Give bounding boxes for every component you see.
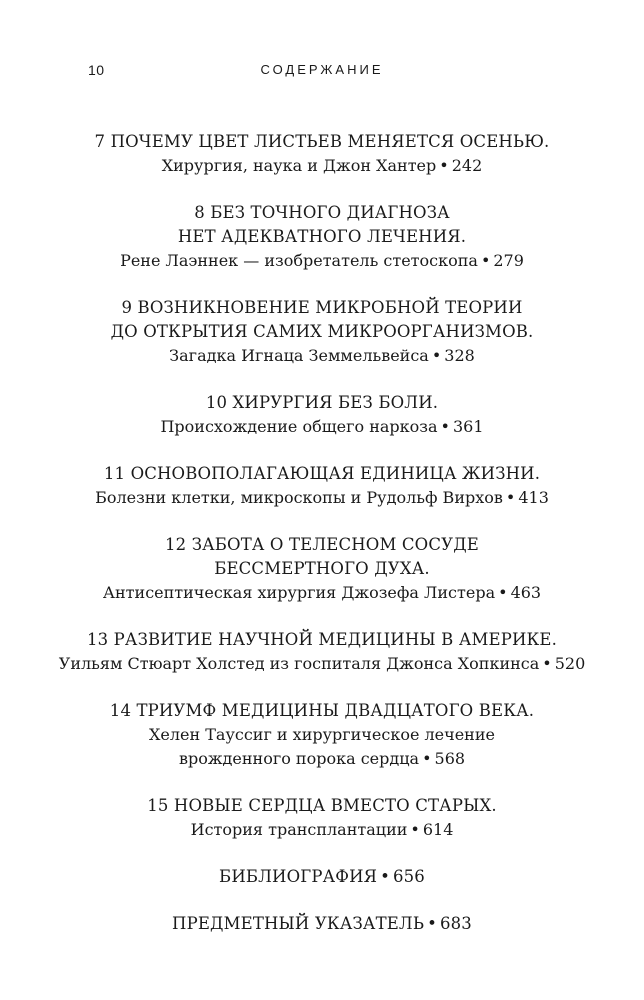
toc-entry-title: 9 ВОЗНИКНОВЕНИЕ МИКРОБНОЙ ТЕОРИИ — [121, 298, 523, 317]
toc-entry-title: 12 ЗАБОТА О ТЕЛЕСНОМ СОСУДЕ — [165, 535, 479, 554]
toc-entry-title-text: БИБЛИОГРАФИЯ — [219, 867, 378, 886]
toc-entry-subtitle — [0, 581, 644, 605]
bullet-separator: • — [480, 251, 491, 270]
toc-entry-title: БЕССМЕРТНОГО ДУХА. — [214, 559, 430, 578]
table-of-contents — [0, 130, 644, 959]
toc-entry-title-text: ПРЕДМЕТНЫЙ УКАЗАТЕЛЬ — [172, 914, 425, 933]
toc-entry-subtitle — [0, 747, 644, 771]
toc-entry-11 — [0, 462, 644, 510]
toc-entry-page: 568 — [434, 749, 466, 768]
bullet-separator: • — [542, 654, 552, 673]
toc-entry-page: 520 — [554, 654, 586, 673]
toc-entry-subtitle — [0, 249, 644, 273]
toc-entry-subtitle-text: Рене Лаэннек — изобретатель стетоскопа — [120, 251, 478, 270]
toc-entry-title: 13 РАЗВИТИЕ НАУЧНОЙ МЕДИЦИНЫ В АМЕРИКЕ. — [86, 630, 558, 649]
toc-entry-title: 11 ОСНОВОПОЛАГАЮЩАЯ ЕДИНИЦА ЖИЗНИ. — [103, 464, 541, 483]
bullet-separator: • — [431, 346, 442, 365]
toc-entry-title: 10 ХИРУРГИЯ БЕЗ БОЛИ. — [205, 393, 439, 412]
toc-entry-14 — [0, 699, 644, 771]
toc-entry-bibliography — [0, 865, 644, 889]
toc-entry-title: НЕТ АДЕКВАТНОГО ЛЕЧЕНИЯ. — [177, 227, 467, 246]
bullet-separator: • — [440, 417, 450, 436]
toc-entry-subtitle — [0, 652, 644, 676]
toc-entry-subtitle-text: Происхождение общего наркоза — [160, 417, 438, 436]
running-head: СОДЕРЖАНИЕ — [260, 62, 384, 77]
toc-entry-subtitle — [0, 344, 644, 368]
toc-entry-page: 242 — [451, 156, 483, 175]
toc-entry-subtitle — [0, 486, 644, 510]
toc-entry-title — [0, 912, 644, 936]
toc-entry-title: 15 НОВЫЕ СЕРДЦА ВМЕСТО СТАРЫХ. — [147, 796, 497, 815]
toc-entry-title: 7 ПОЧЕМУ ЦВЕТ ЛИСТЬЕВ МЕНЯЕТСЯ ОСЕНЬЮ. — [94, 132, 550, 151]
toc-entry-10 — [0, 391, 644, 439]
toc-entry-12 — [0, 533, 644, 605]
toc-entry-subtitle-text: Хелен Тауссиг и хирургическое лечение — [149, 725, 495, 744]
toc-entry-subtitle-text: Хирургия, наука и Джон Хантер — [161, 156, 437, 175]
toc-entry-9 — [0, 296, 644, 368]
toc-entry-page: 361 — [452, 417, 484, 436]
toc-entry-7 — [0, 130, 644, 178]
toc-entry-page: 463 — [510, 583, 542, 602]
toc-entry-index — [0, 912, 644, 936]
toc-entry-page: 683 — [440, 914, 472, 933]
toc-entry-subtitle — [0, 415, 644, 439]
toc-entry-subtitle-text: Загадка Игнаца Земмельвейса — [169, 346, 429, 365]
toc-entry-title: ДО ОТКРЫТИЯ САМИХ МИКРООРГАНИЗМОВ. — [110, 322, 534, 341]
toc-entry-subtitle-text: врожденного порока сердца — [178, 749, 420, 768]
toc-entry-subtitle-text: Болезни клетки, микроскопы и Рудольф Вирхов — [95, 488, 503, 507]
toc-entry-15 — [0, 794, 644, 842]
toc-entry-subtitle — [0, 154, 644, 178]
toc-entry-subtitle-text: Антисептическая хирургия Джозефа Листера — [102, 583, 496, 602]
toc-entry-8 — [0, 201, 644, 273]
toc-entry-page: 656 — [393, 867, 425, 886]
page-number: 10 — [88, 62, 105, 78]
toc-entry-page: 614 — [422, 820, 454, 839]
toc-entry-subtitle — [0, 818, 644, 842]
toc-entry-subtitle-text: История трансплантации — [190, 820, 408, 839]
toc-entry-title: 14 ТРИУМФ МЕДИЦИНЫ ДВАДЦАТОГО ВЕКА. — [109, 701, 535, 720]
bullet-separator: • — [410, 820, 420, 839]
toc-entry-page: 279 — [493, 251, 524, 270]
toc-entry-title — [0, 865, 644, 889]
toc-entry-subtitle-text: Уильям Стюарт Холстед из госпиталя Джонса Хопкинса — [58, 654, 540, 673]
toc-entry-page: 328 — [444, 346, 475, 365]
bullet-separator: • — [498, 583, 508, 602]
toc-entry-title: 8 БЕЗ ТОЧНОГО ДИАГНОЗА — [194, 203, 450, 222]
bullet-separator: • — [380, 867, 390, 886]
toc-entry-page: 413 — [518, 488, 549, 507]
toc-entry-13 — [0, 628, 644, 676]
bullet-separator: • — [439, 156, 449, 175]
bullet-separator: • — [505, 488, 516, 507]
bullet-separator: • — [427, 914, 437, 933]
bullet-separator: • — [422, 749, 432, 768]
